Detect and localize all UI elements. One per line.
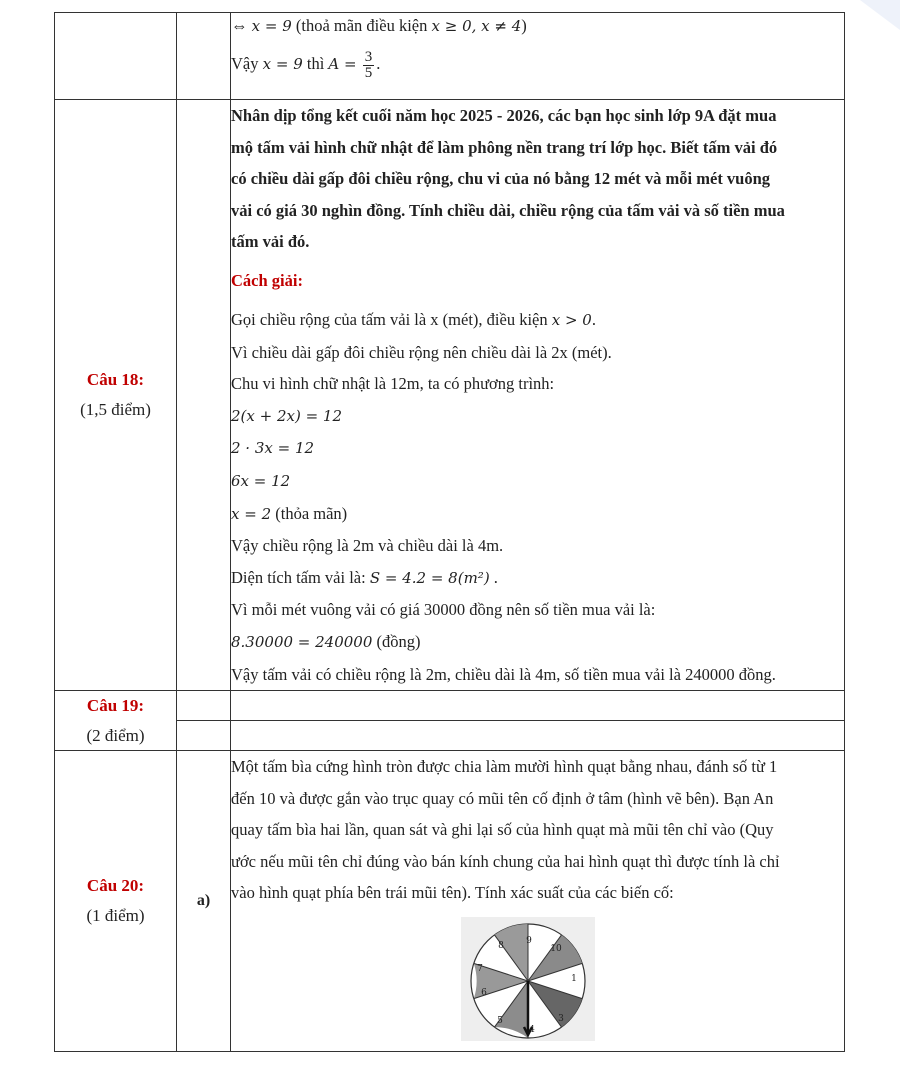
method-label: Cách giải:: [231, 270, 303, 290]
equation-line: 2(x + 2x) = 12: [231, 406, 343, 425]
equation-line: 6x = 12: [231, 471, 291, 490]
problem-statement: Nhân dịp tổng kết cuối năm học 2025 - 2026, các bạn học sinh lớp 9A đặt mua mộ tấm vải hình chữ nhật để làm phông nền trang trí lớp học. Biết tấm vải đó có chiều dài gấp đôi chiều rộng, chu vi của nó bằng 12 mét và mỗi mét vuông vải có giá 30 nghìn đồng. Tính chiều dài, chiều rộng của tấm vải và số tiền mua tấm vải đó.: [231, 106, 785, 252]
solution-line: Vậy tấm vải có chiều rộng là 2m, chiều dài là 4m, số tiền mua vải là 240000 đồng.: [231, 664, 776, 684]
wheel-label: 3: [558, 1014, 564, 1025]
solution-line: Vậy chiều rộng là 2m và chiều dài là 4m.: [231, 536, 504, 556]
spinner-wheel-figure: [461, 917, 595, 1041]
problem-statement: Một tấm bìa cứng hình tròn được chia làm mười hình quạt bằng nhau, đánh số từ 1 đến 10 và được gắn vào trục quay có mũi tên cố định ở tâm (hình vẽ bên). Bạn An quay tấm bìa hai lần, quan sát và ghi lại số của hình quạt mà mũi tên chỉ vào (Quy ước nếu mũi tên chỉ đúng vào bán kính chung của hai hình quạt thì được tính là chỉ vào hình quạt phía bên trái mũi tên). Tính xác suất của các biến cố:: [231, 757, 780, 903]
content-cell: [231, 721, 845, 751]
content-cell: [231, 691, 845, 721]
equation-line: x = 2 (thỏa mãn): [231, 503, 348, 523]
wheel-label: 7: [477, 964, 483, 975]
label-cell: [55, 691, 177, 751]
wheel-label: 1: [571, 974, 577, 985]
equation-line: ⇔ x = 9 (thoả mãn điều kiện x ≥ 0, x ≠ 4): [231, 16, 527, 35]
sub-cell: [177, 100, 231, 691]
wheel-label: 5: [497, 1016, 503, 1027]
sub-cell: [177, 721, 231, 751]
solution-line: Diện tích tấm vải là: S = 4.2 = 8(m²) .: [231, 567, 498, 587]
wheel-label: 10: [550, 944, 562, 955]
table-row: [55, 13, 845, 100]
wheel-label: 4: [529, 1025, 535, 1036]
sub-cell: [177, 691, 231, 721]
equation-line: 2 · 3x = 12: [231, 439, 315, 458]
fraction: $\frac{3}{5}$: [364, 48, 373, 81]
wheel-label: 6: [481, 988, 487, 999]
label-cell: [55, 751, 177, 1052]
conclusion-line: Vậy x = 9 thì A = $\frac{3}{5}$ .: [231, 48, 381, 81]
table-row-q18: [55, 100, 845, 691]
label-cell: [55, 100, 177, 691]
question-label: Câu 19:: [86, 695, 145, 715]
wheel-label: 9: [526, 936, 532, 947]
wheel-label: 8: [498, 941, 504, 952]
question-points: (2 điểm): [86, 725, 145, 745]
solution-line: Gọi chiều rộng của tấm vải là x (mét), điều kiện x > 0.: [231, 309, 596, 329]
table-row-q19: [55, 691, 845, 721]
solution-line: Vì mỗi mét vuông vải có giá 30000 đồng nên số tiền mua vải là:: [231, 600, 656, 620]
solution-line: Chu vi hình chữ nhật là 12m, ta có phương trình:: [231, 374, 555, 394]
content-cell: [231, 751, 845, 1052]
question-label: Câu 18:: [86, 370, 145, 390]
table-row-q20: [55, 751, 845, 1052]
question-label: Câu 20:: [86, 876, 145, 896]
question-points: (1,5 điểm): [80, 400, 151, 420]
equation-line: 8.30000 = 240000 (đồng): [231, 631, 421, 651]
question-points: (1 điểm): [86, 906, 145, 926]
content-cell: [231, 13, 845, 100]
solution-line: Vì chiều dài gấp đôi chiều rộng nên chiều dài là 2x (mét).: [231, 342, 612, 362]
solution-table: [54, 12, 845, 1052]
label-cell: [55, 13, 177, 100]
sub-cell: [177, 13, 231, 100]
corner-decoration: [840, 0, 900, 30]
part-label: a): [177, 751, 231, 1052]
content-cell: [231, 100, 845, 691]
